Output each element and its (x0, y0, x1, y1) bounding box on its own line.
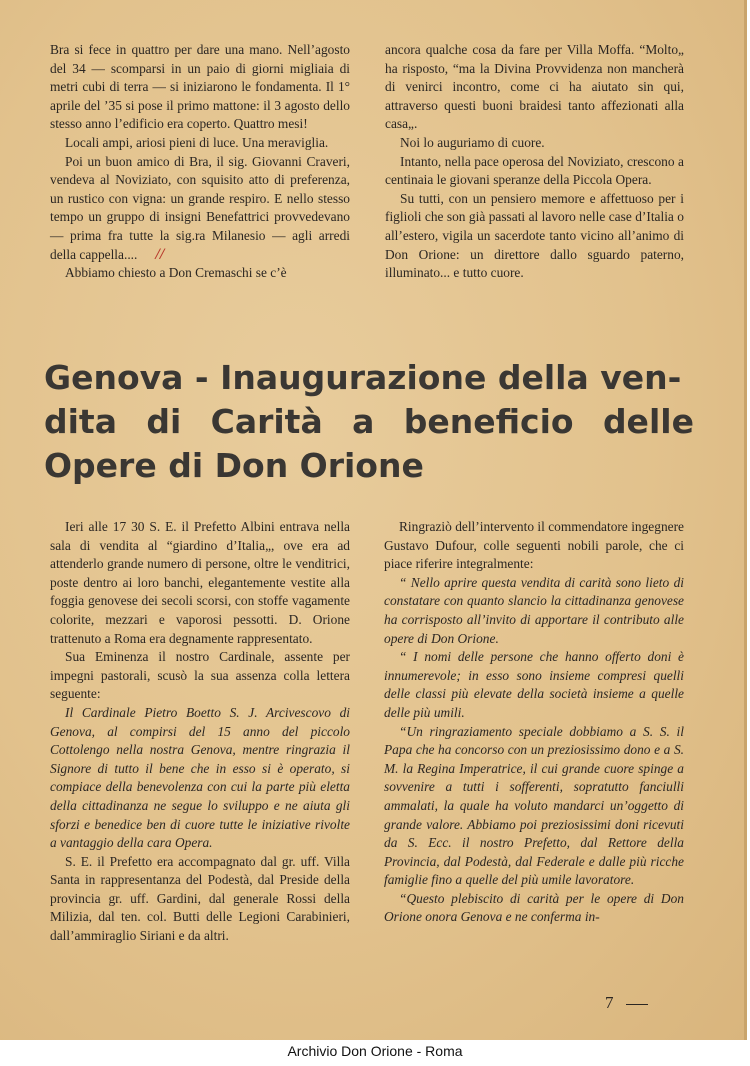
top-right-column (385, 41, 684, 283)
paragraph: ancora qualche cosa da fare per Villa Moffa. “Molto„ ha risposto, “ma la Divina Provvidenza non mancherà di venirci incontro, come ci ha aiutato sin qui, attraverso questi buoni braidesi tanto affezionati alla casa„. (385, 42, 684, 132)
headline-word: di (146, 402, 182, 441)
quoted-speech: “ Nello aprire questa vendita di carità sono lieto di constatare con quanto slancio la cittadinanza genovese ha corrisposto all’invito di apportare il contributo alle opere di Don Orione. (384, 574, 684, 646)
headline-line-2 (44, 400, 694, 444)
archive-footer: Archivio Don Orione - Roma (287, 1043, 463, 1059)
paragraph: Noi lo auguriamo di cuore. (400, 134, 545, 150)
headline-line-3: Opere di Don Orione (44, 446, 424, 485)
headline-word: dita (44, 402, 117, 441)
paragraph: S. E. il Prefetto era accompagnato dal gr. uff. Villa Santa in rappresentanza del Podestà, dal Preside della provincia gr. uff. Gardini, dal generale Rossi della Milizia, dal ten. col. Butti delle Legioni Carabinieri, dall’ammiraglio Siriani e da altri. (50, 853, 350, 944)
paragraph: Ieri alle 17 30 S. E. il Prefetto Albini entrava nella sala di vendita al “giardino d’Italia„, ove era ad attenderlo grande numero di persone, oltre le venditrici, poste dentro ai loro banchi, elegantemente vestite alla foggia genovese dei secoli scorsi, con stoffe vagamente colorite, mezzari e vaporosi pessotti. D. Orione trattenuto a Roma era degnamente rappresentato. (50, 519, 350, 646)
headline-line-1: Genova - Inaugurazione della ven- (44, 358, 682, 397)
quoted-speech: “ I nomi delle persone che hanno offerto doni è innumerevole; in esso sono insieme compresi quelli delle classi più elevate della società insieme a quelle delle più umili. (384, 649, 684, 720)
headline-word: delle (602, 402, 694, 441)
quoted-speech: “Un ringraziamento speciale dobbiamo a S. S. il Papa che ha concorso con un preziosissimo dono e a S. M. la Regina Imperatrice, il cui grande cuore spinge a sovvenire a tutti i sofferenti, sopratutto fanciulli ammalati, la quale ha voluto mandarci un’oggetto di grande valore. Abbiamo poi preziosissimi doni ricevuti da S. Ecc. il nostro Prefetto, dal Rettore della Provincia, dal Podestà, dal Federale e dalle più ricche famiglie fino a quelle del più umile lavoratore. (384, 723, 684, 888)
paragraph: Locali ampi, ariosi pieni di luce. Una meraviglia. (65, 134, 329, 150)
paragraph: Su tutti, con un pensiero memore e affettuoso per i figlioli che son già passati al lavoro nelle case d’Italia o all’estero, vigila un sacerdote tanto vicino all’animo di Don Orione: un direttore dallo sguardo paterno, illuminato... e tutto cuore. (385, 190, 684, 281)
paragraph: Ringraziò dell’intervento il commendatore ingegnere Gustavo Dufour, colle seguenti nobili parole, che ci piace riferire integralmente: (384, 519, 684, 572)
handwritten-mark: // (155, 245, 165, 263)
article-headline (44, 356, 694, 488)
paragraph: Bra si fece in quattro per dare una mano. Nell’agosto del 34 — scomparsi in un paio di giorni migliaia di metri cubi di terra — si iniziarono le fondamenta. Il 1° aprile del ’35 si pose il primo mattone: il 3 agosto dello stesso anno l’edificio era coperto. Quattro mesi! (50, 42, 350, 132)
bottom-left-column (50, 518, 350, 946)
headline-word: a (352, 402, 375, 441)
page-number: 7 (605, 993, 614, 1012)
top-left-column (50, 41, 350, 283)
paragraph: Poi un buon amico di Bra, il sig. Giovanni Craveri, vendeva al Noviziato, con squisito atto di preferenza, un rustico con vigna: un grande respiro. E nello stesso tempo un gruppo di insigni Benefattrici provvedevano — prima fra tutte la sig.ra Milanesio — agli arredi della cappella.... // (50, 153, 350, 263)
bottom-right-column (384, 518, 684, 927)
headline-word: Carità (210, 402, 323, 441)
headline-word: beneficio (403, 402, 574, 441)
quoted-speech: “Questo plebiscito di carità per le opere di Don Orione onora Genova e ne conferma in- (384, 890, 684, 925)
cardinal-letter: Il Cardinale Pietro Boetto S. J. Arcivescovo di Genova, al compirsi del 15 anno del piccolo Cottolengo nella nostra Genova, mentre ringrazia il Signore di tutto il bene che in esso si è operato, si compiace della benevolenza con cui la parte più eletta della cittadinanza ne segue lo sviluppo e ne aiuta gli sforzi e benedice ben di cuore tutte le iniziative rivolte a vantaggio della cara Opera. (50, 704, 350, 851)
paragraph: Intanto, nella pace operosa del Noviziato, crescono a centinaia le giovani speranze della Piccola Opera. (385, 153, 684, 188)
paragraph: Abbiamo chiesto a Don Cremaschi se c’è (65, 265, 287, 281)
paragraph: Sua Eminenza il nostro Cardinale, assente per impegni pastorali, scusò la sua assenza colla lettera seguente: (50, 649, 350, 702)
page-number-dash (626, 1004, 648, 1005)
